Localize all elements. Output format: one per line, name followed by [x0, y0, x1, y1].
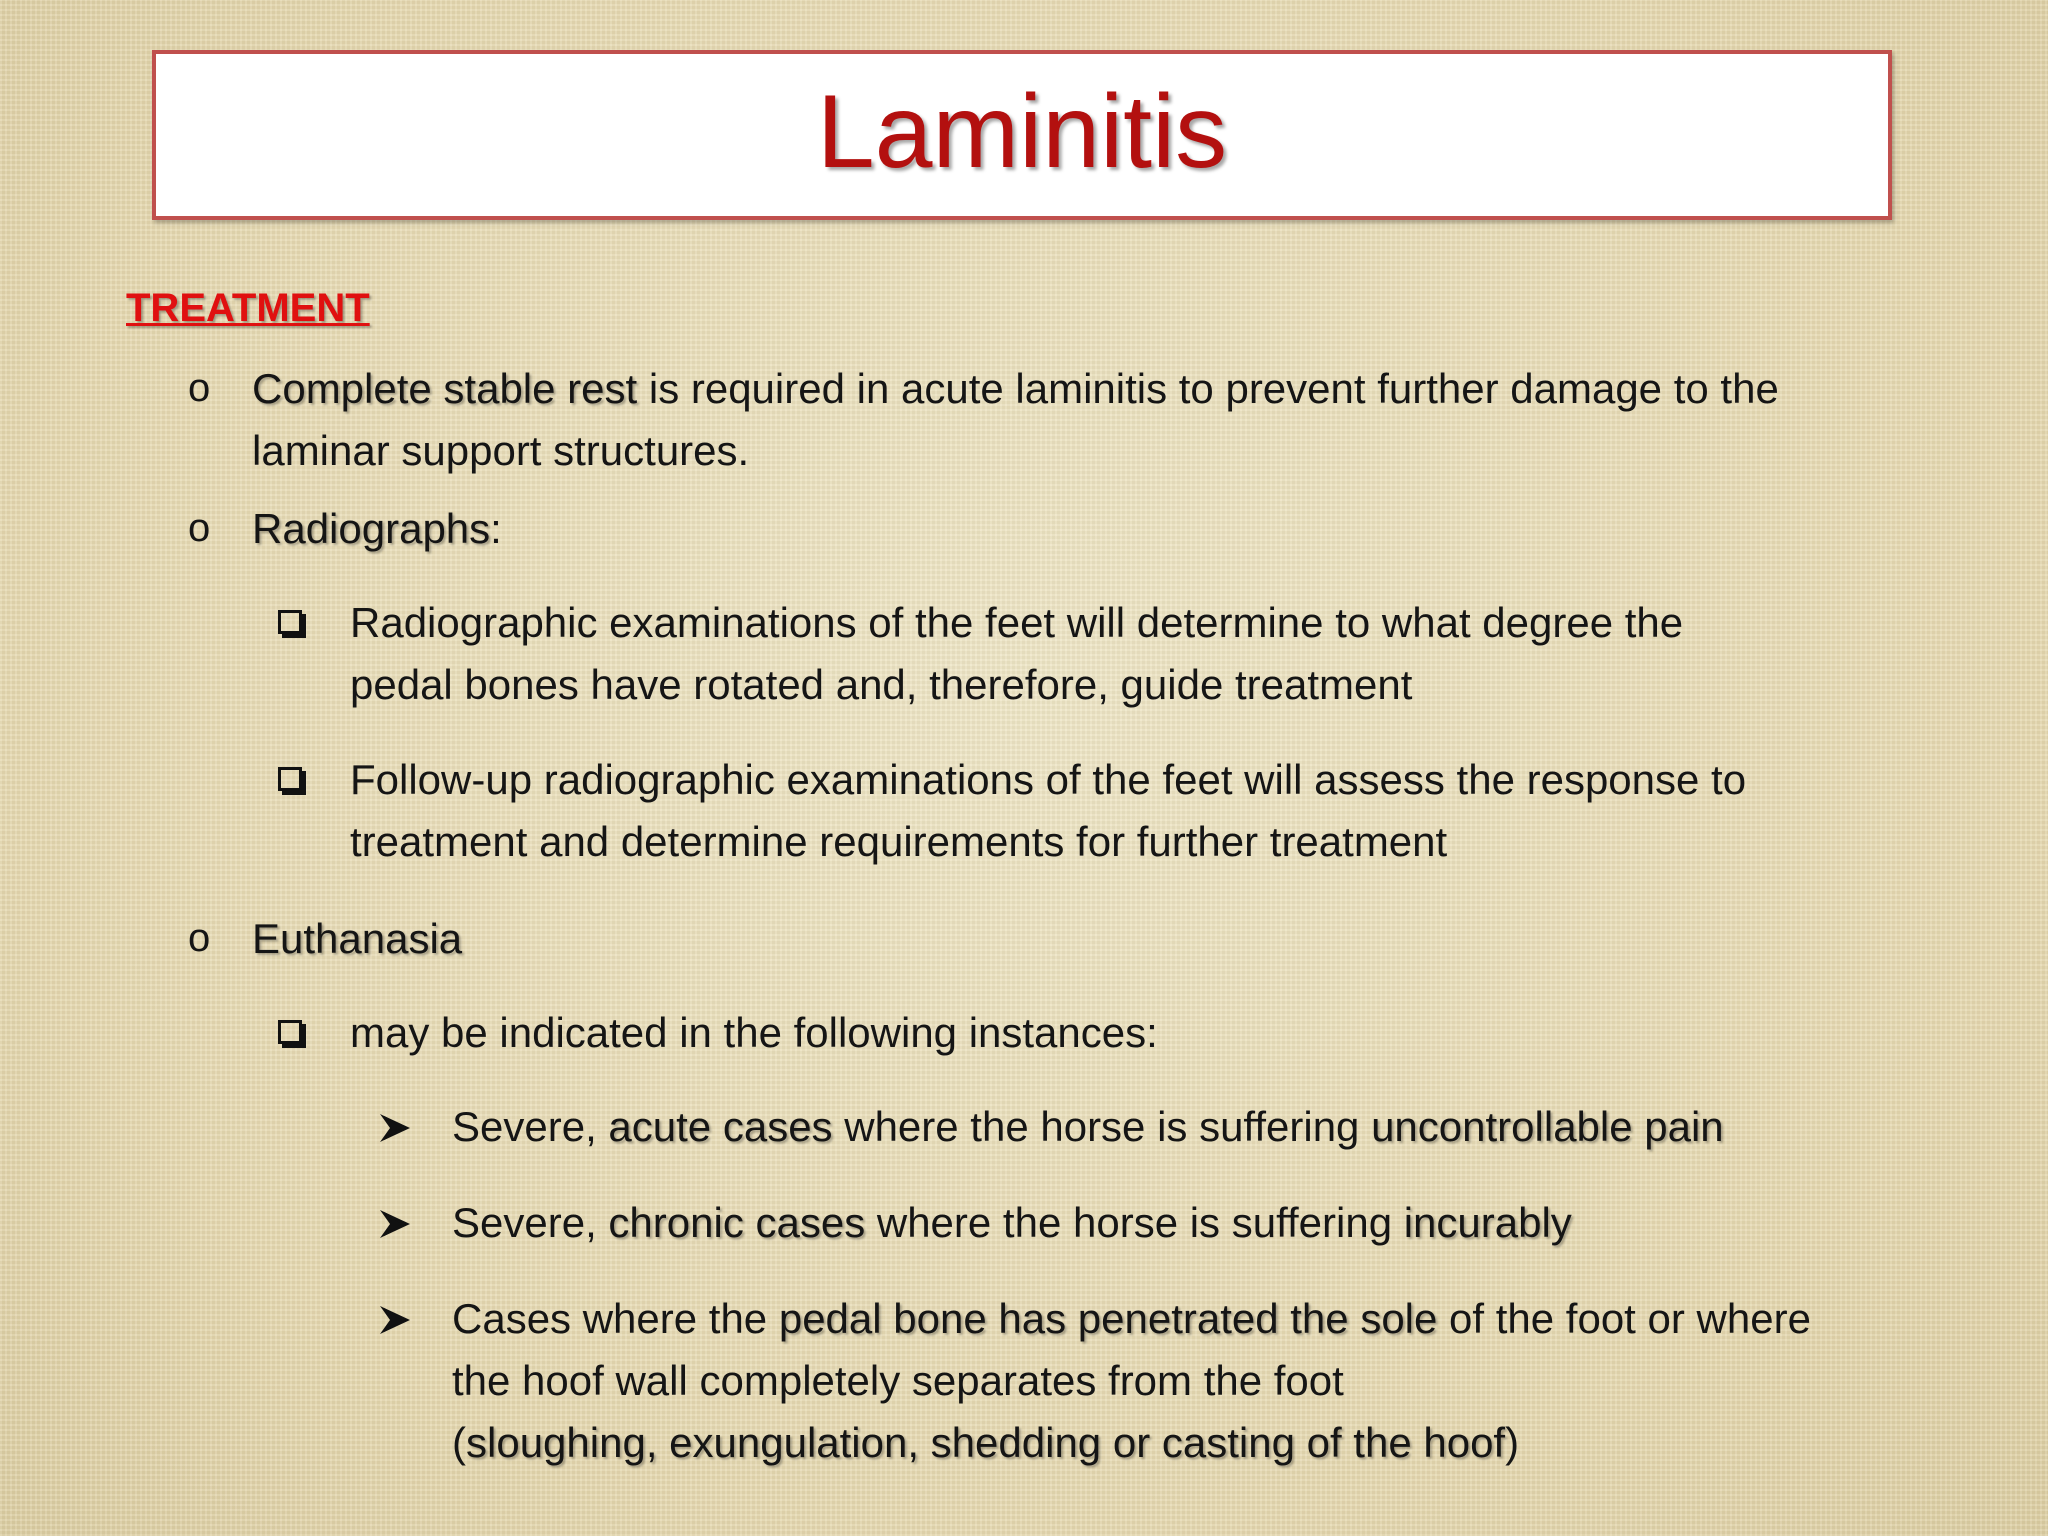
checkbox-bullet-icon	[278, 610, 302, 634]
rest-line-2: laminar support structures.	[252, 427, 750, 474]
euthanasia-subitem: may be indicated in the following instances:	[350, 1009, 1158, 1056]
case-3-line-2: the hoof wall completely separates from the foot	[452, 1357, 1344, 1404]
bullet-circle-marker: o	[188, 366, 211, 410]
case-1-pre: Severe,	[452, 1103, 609, 1150]
case-3-emphasis: pedal bone has penetrated the sole	[778, 1295, 1438, 1342]
arrow-bullet-icon	[378, 1208, 412, 1240]
case-2-mid: where the horse is suffering	[865, 1199, 1404, 1246]
euthanasia-emphasis: Euthanasia	[252, 915, 463, 962]
case-3-close-paren: )	[1505, 1419, 1520, 1466]
rest-emphasis: Complete stable rest	[252, 365, 638, 412]
rest-line-1	[252, 358, 1779, 419]
radiographs-emphasis: Radiographs	[252, 505, 491, 552]
case-3-line-3	[452, 1412, 1519, 1473]
arrow-bullet-icon	[378, 1304, 412, 1336]
case-1-line	[452, 1096, 1724, 1157]
case-2-line	[452, 1192, 1572, 1253]
case-3-pre: Cases where the	[452, 1295, 779, 1342]
case-3-mid: of the foot or where	[1437, 1295, 1811, 1342]
radiographs-sub-2-line-2: treatment and determine requirements for further treatment	[350, 818, 1448, 865]
title-box	[152, 50, 1892, 220]
case-3-line-1	[452, 1288, 1811, 1349]
euthanasia-line	[252, 908, 462, 969]
bullet-circle-marker: o	[188, 506, 211, 550]
radiographs-sub-2-line-1: Follow-up radiographic examinations of the feet will assess the response to	[350, 756, 1747, 803]
case-1-emphasis-1: acute cases	[608, 1103, 833, 1150]
bullet-circle-marker: o	[188, 916, 211, 960]
radiographs-colon: :	[490, 505, 502, 552]
case-1-emphasis-2: uncontrollable pain	[1371, 1103, 1724, 1150]
case-3-open-paren: (	[452, 1419, 466, 1466]
case-3-paren-emphasis: sloughing, exungulation, shedding or casting of the hoof	[466, 1419, 1506, 1466]
radiographs-sub-1-line-1: Radiographic examinations of the feet will determine to what degree the	[350, 599, 1684, 646]
checkbox-bullet-icon	[278, 1020, 302, 1044]
case-1-mid: where the horse is suffering	[832, 1103, 1372, 1150]
arrow-bullet-icon	[378, 1112, 412, 1144]
rest-text: is required in acute laminitis to prevent further damage to the	[637, 365, 1779, 412]
case-2-emphasis-1: chronic cases	[608, 1199, 866, 1246]
section-heading: TREATMENT	[126, 286, 370, 330]
case-2-pre: Severe,	[452, 1199, 609, 1246]
checkbox-bullet-icon	[278, 767, 302, 791]
radiographs-line	[252, 498, 502, 559]
radiographs-sub-1-line-2: pedal bones have rotated and, therefore, guide treatment	[350, 661, 1413, 708]
slide-title: Laminitis	[816, 74, 1228, 190]
case-2-emphasis-2: incurably	[1403, 1199, 1572, 1246]
